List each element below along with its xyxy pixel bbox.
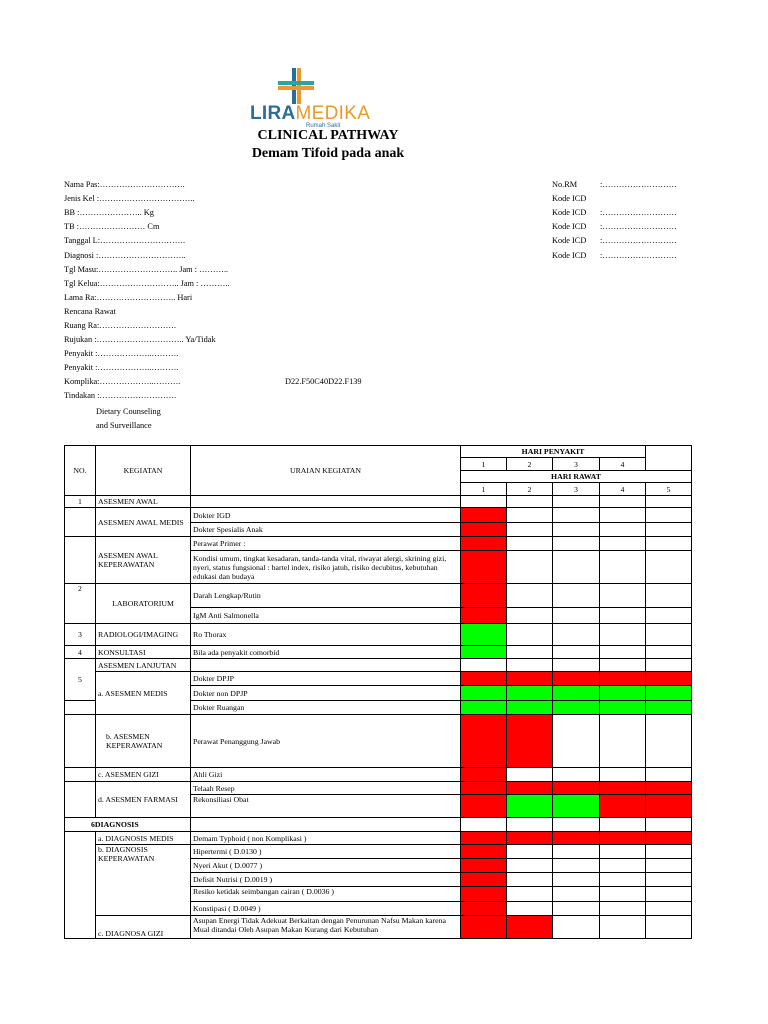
row-kegiatan: a. ASESMEN MEDIS [96,672,191,715]
row-kegiatan: ASESMEN AWAL KEPERAWATAN [96,537,191,584]
status-cell-red [553,672,600,686]
status-cell-red [646,832,692,845]
field-tindakan: Tindakan :………………………. [64,391,177,400]
row-kegiatan: KONSULTASI [96,646,191,659]
status-cell-green [553,701,600,715]
field-kode-icd-2-value: :……………………… [600,208,677,217]
table-row [65,916,692,939]
hr-day-4: 4 [600,483,646,496]
table-row [65,537,692,551]
status-cell-red [461,795,507,818]
row-no: 2 [65,584,96,624]
field-penyakit-2: Penyakit :………………..………. [64,363,179,372]
hospital-logo [248,68,371,130]
row-uraian: Ro Thorax [191,624,461,646]
field-jenis-kelamin: Jenis Kel :…………………………….. [64,194,195,203]
status-cell-red [553,832,600,845]
status-cell-green [461,624,507,646]
status-cell-green [553,795,600,818]
brand-name: LIRAMEDIKA [250,103,371,124]
row-uraian: Dokter Ruangan [191,701,461,715]
hp-day-4: 4 [600,458,646,471]
row-uraian: Perawat Primer : [191,537,461,551]
status-cell-red [461,551,507,584]
status-cell-red [600,782,646,795]
table-row [65,496,692,508]
status-cell-red [461,537,507,551]
header-uraian: URAIAN KEGIATAN [191,446,461,496]
field-komplikasi: Komplika:………………..………. [64,377,181,386]
row-uraian: Telaah Resep [191,782,461,795]
table-row [65,659,692,672]
status-cell-green [600,701,646,715]
field-tgl-masuk: Tgl Masu:……………………….. Jam : ……….. [64,265,229,274]
status-cell-red [461,768,507,782]
row-kegiatan: b. DIAGNOSIS KEPERAWATAN [96,845,191,916]
row-kegiatan: ASESMEN LANJUTAN [96,659,191,672]
table-row [65,672,692,686]
field-nama: Nama Pas:…………………………. [64,180,185,189]
table-row [65,845,692,859]
status-cell-green [646,686,692,701]
status-cell-red [461,845,507,859]
table-row [65,508,692,523]
icd-code: D22.F50C40D22.F139 [285,377,362,386]
status-cell-red [461,916,507,939]
status-cell-red [507,715,553,768]
status-cell-red [600,832,646,845]
status-cell-red [461,508,507,523]
row-kegiatan: c. ASESMEN GIZI [96,768,191,782]
status-cell-green [507,701,553,715]
status-cell-red [600,672,646,686]
field-no-rm-value: :……………………… [600,180,677,189]
row-uraian: Bila ada penyakit comorbid [191,646,461,659]
row-kegiatan: ASESMEN AWAL [96,496,191,508]
status-cell-red [461,672,507,686]
row-uraian: Resiko ketidak seimbangan cairan ( D.0036 ) [191,887,461,902]
row-uraian: IgM Anti Salmonella [191,608,461,624]
status-cell-red [507,782,553,795]
row-uraian: Ahli Gizi [191,768,461,782]
hr-day-2: 2 [507,483,553,496]
status-cell-green [461,686,507,701]
table-row [65,818,692,832]
status-cell-red [507,916,553,939]
row-uraian: Asupan Energi Tidak Adekuat Berkaitan dengan Penurunan Nafsu Makan karena Mual ditandai Oleh Asupan Makan Kurang dari Kebutuhan [191,916,461,939]
hp-day-1: 1 [461,458,507,471]
row-uraian: Konstipasi ( D.0049 ) [191,902,461,916]
status-cell-red [507,672,553,686]
row-diagnosis: 6DIAGNOSIS [65,818,191,832]
status-cell-red [646,782,692,795]
field-no-rm-label: No.RM [552,180,578,189]
hr-day-3: 3 [553,483,600,496]
row-no: 1 [65,496,96,508]
row-kegiatan: b. ASESMEN KEPERAWATAN [96,715,191,768]
header-no: NO. [65,446,96,496]
row-uraian: Dokter DPJP [191,672,461,686]
hp-day-3: 3 [553,458,600,471]
row-uraian: Dokter IGD [191,508,461,523]
dietary-line-1: Dietary Counseling [96,407,161,416]
row-no: 4 [65,646,96,659]
field-kode-icd-3: Kode ICD [552,222,587,231]
status-cell-green [461,646,507,659]
status-cell-red [646,672,692,686]
field-ruang-rawat: Ruang Ra:………………………. [64,321,177,330]
table-row [65,624,692,646]
status-cell-green [461,701,507,715]
status-cell-green [600,686,646,701]
status-cell-green [646,701,692,715]
header-hari-rawat: HARI RAWAT [461,471,692,483]
table-row [65,584,692,608]
row-uraian: Demam Typhoid ( non Komplikasi ) [191,832,461,845]
row-uraian: Defisit Nutrisi ( D.0019 ) [191,873,461,887]
row-kegiatan: LABORATORIUM [96,584,191,624]
status-cell-green [553,686,600,701]
field-tanggal-lahir: Tanggal L:…………………………. [64,236,186,245]
row-uraian: Perawat Penanggung Jawab [191,715,461,768]
header-hari-penyakit: HARI PENYAKIT [461,446,646,458]
status-cell-red [507,832,553,845]
field-tgl-keluar: Tgl Kelua:……………………….. Jam : ……….. [64,279,230,288]
field-diagnosis: Diagnosi :………………………….. [64,251,186,260]
field-kode-icd-5: Kode ICD [552,251,587,260]
page-subtitle: Demam Tifoid pada anak [251,146,405,161]
status-cell-red [461,832,507,845]
field-rencana-rawat: Rencana Rawat [64,307,116,316]
status-cell-red [461,859,507,873]
table-row [65,782,692,795]
dietary-line-2: and Surveillance [96,421,152,430]
status-cell-red [461,887,507,902]
status-cell-red [461,523,507,537]
field-kode-icd-1: Kode ICD [552,194,587,203]
status-cell-green [507,686,553,701]
field-kode-icd-2: Kode ICD [552,208,587,217]
status-cell-red [461,608,507,624]
table-row [65,832,692,845]
field-rujukan: Rujukan :………………………….. Ya/Tidak [64,335,216,344]
status-cell-red [553,782,600,795]
row-kegiatan: ASESMEN AWAL MEDIS [96,508,191,537]
field-kode-icd-4-value: :……………………… [600,236,677,245]
field-penyakit-1: Penyakit :………………..………. [64,349,179,358]
header-blank [646,446,692,471]
status-cell-red [461,782,507,795]
brand-subtitle: Rumah Sakit [306,123,341,129]
row-kegiatan: RADIOLOGI/IMAGING [96,624,191,646]
hr-day-1: 1 [461,483,507,496]
field-kode-icd-4: Kode ICD [552,236,587,245]
row-kegiatan: d. ASESMEN FARMASI [96,782,191,818]
clinical-pathway-table [64,445,692,939]
status-cell-red [600,795,646,818]
row-no: 5 [65,659,96,701]
status-cell-green [507,795,553,818]
page-title: CLINICAL PATHWAY [257,128,399,143]
row-no: 3 [65,624,96,646]
table-row [65,715,692,768]
row-kegiatan: a. DIAGNOSIS MEDIS [96,832,191,845]
table-row [65,646,692,659]
row-uraian: Dokter non DPJP [191,686,461,701]
row-uraian: Dokter Spesialis Anak [191,523,461,537]
row-uraian: Darah Lengkap/Rutin [191,584,461,608]
field-kode-icd-3-value: :……………………… [600,222,677,231]
field-bb: BB :………………….. Kg [64,208,154,217]
status-cell-red [461,584,507,608]
row-uraian: Kondisi umum, tingkat kesadaran, tanda-tanda vital, riwayat alergi, skrining gizi, nyeri, status fungsional : bartel index, risiko jatuh, risiko decubitus, kebutuhan edukasi dan budaya [191,551,461,584]
hp-day-2: 2 [507,458,553,471]
row-uraian: Hipertermi ( D.0130 ) [191,845,461,859]
status-cell-red [461,902,507,916]
field-kode-icd-5-value: :……………………… [600,251,677,260]
header-kegiatan: KEGIATAN [96,446,191,496]
hr-day-5: 5 [646,483,692,496]
table-row [65,768,692,782]
row-kegiatan: c. DIAGNOSA GIZI [96,916,191,939]
field-lama-rawat: Lama Ra:……………………….. Hari [64,293,193,302]
status-cell-red [646,795,692,818]
medical-cross-icon [278,68,314,104]
row-uraian: Rekonsiliasi Obat [191,795,461,818]
row-uraian: Nyeri Akut ( D.0077 ) [191,859,461,873]
status-cell-red [461,715,507,768]
field-tb: TB :…………………… Cm [64,222,160,231]
status-cell-red [461,873,507,887]
